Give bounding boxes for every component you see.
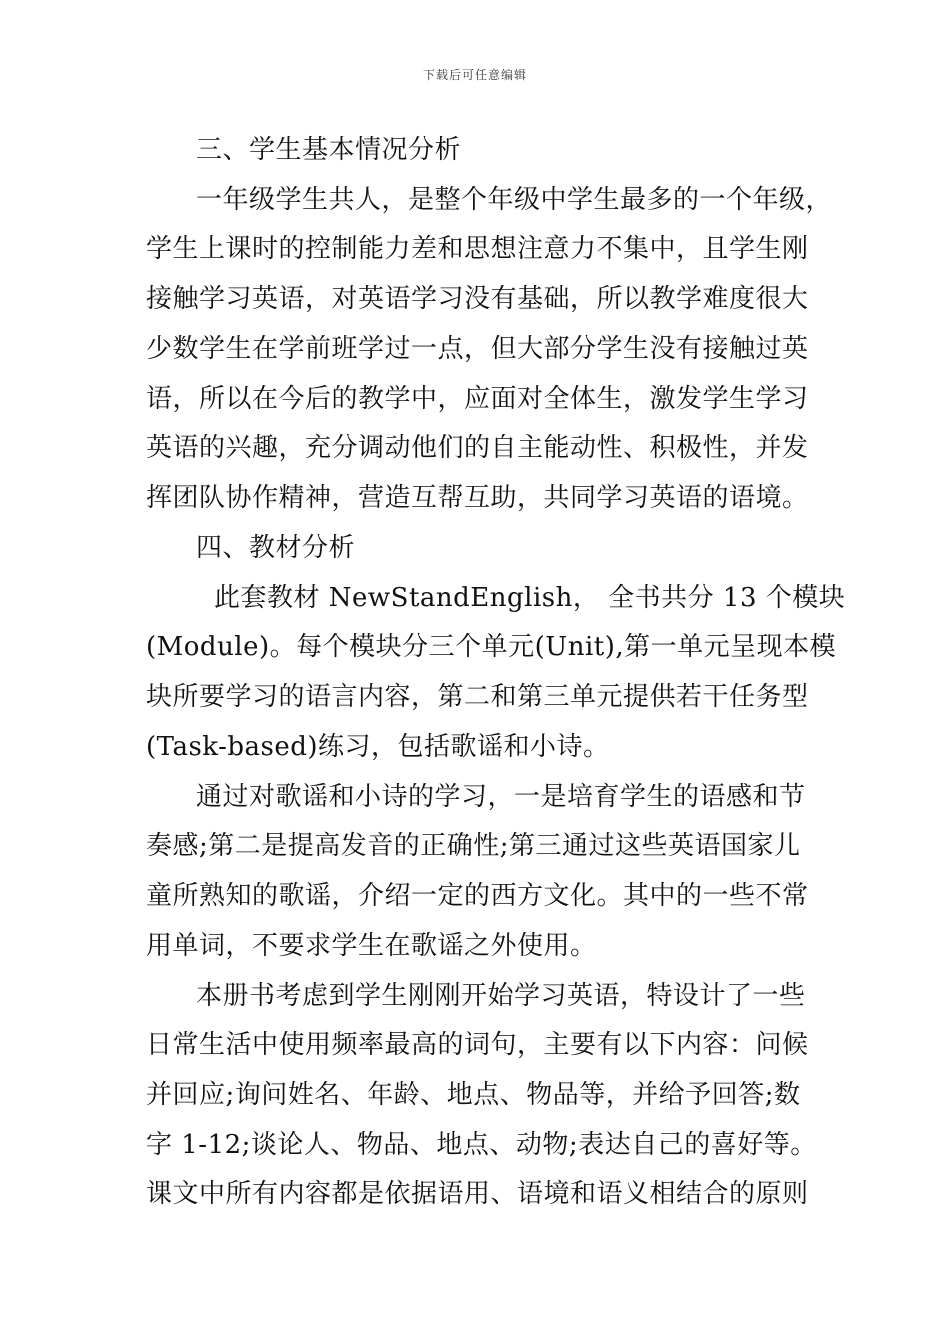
paragraph-line: (Module)。每个模块分三个单元(Unit),第一单元呈现本模	[146, 632, 837, 662]
paragraph-line: 本册书考虑到学生刚刚开始学习英语，特设计了一些	[196, 981, 806, 1011]
paragraph-line: 并回应;询问姓名、年龄、地点、物品等，并给予回答;数	[146, 1080, 801, 1110]
paragraph-line: 此套教材 NewStandEnglish， 全书共分 13 个模块	[214, 583, 846, 613]
section-heading: 四、教材分析	[196, 533, 356, 563]
paragraph-line: 少数学生在学前班学过一点，但大部分学生没有接触过英	[146, 334, 809, 364]
section-heading: 三、学生基本情况分析	[196, 135, 462, 165]
paragraph-line: 挥团队协作精神，营造互帮互助，共同学习英语的语境。	[146, 483, 809, 513]
paragraph-line: 学生上课时的控制能力差和思想注意力不集中，且学生刚	[146, 234, 809, 264]
paragraph-line: 通过对歌谣和小诗的学习，一是培育学生的语感和节	[196, 782, 806, 812]
paragraph-line: 奏感;第二是提高发音的正确性;第三通过这些英语国家儿	[146, 831, 801, 861]
header-note: 下载后可任意编辑	[422, 68, 527, 82]
paragraph-line: 一年级学生共人，是整个年级中学生最多的一个年级，	[196, 185, 833, 215]
paragraph-line: (Task-based)练习，包括歌谣和小诗。	[146, 732, 610, 762]
paragraph-line: 课文中所有内容都是依据语用、语境和语义相结合的原则	[146, 1179, 809, 1209]
paragraph-line: 语，所以在今后的教学中，应面对全体生，激发学生学习	[146, 384, 809, 414]
paragraph-line: 用单词，不要求学生在歌谣之外使用。	[146, 931, 597, 961]
paragraph-line: 日常生活中使用频率最高的词句，主要有以下内容：问候	[146, 1030, 809, 1060]
paragraph-line: 童所熟知的歌谣，介绍一定的西方文化。其中的一些不常	[146, 881, 809, 911]
paragraph-line: 接触学习英语，对英语学习没有基础，所以教学难度很大	[146, 284, 809, 314]
paragraph-line: 块所要学习的语言内容，第二和第三单元提供若干任务型	[146, 682, 809, 712]
paragraph-line: 英语的兴趣，充分调动他们的自主能动性、积极性，并发	[146, 433, 809, 463]
paragraph-line: 字 1-12;谈论人、物品、地点、动物;表达自己的喜好等。	[146, 1130, 817, 1160]
